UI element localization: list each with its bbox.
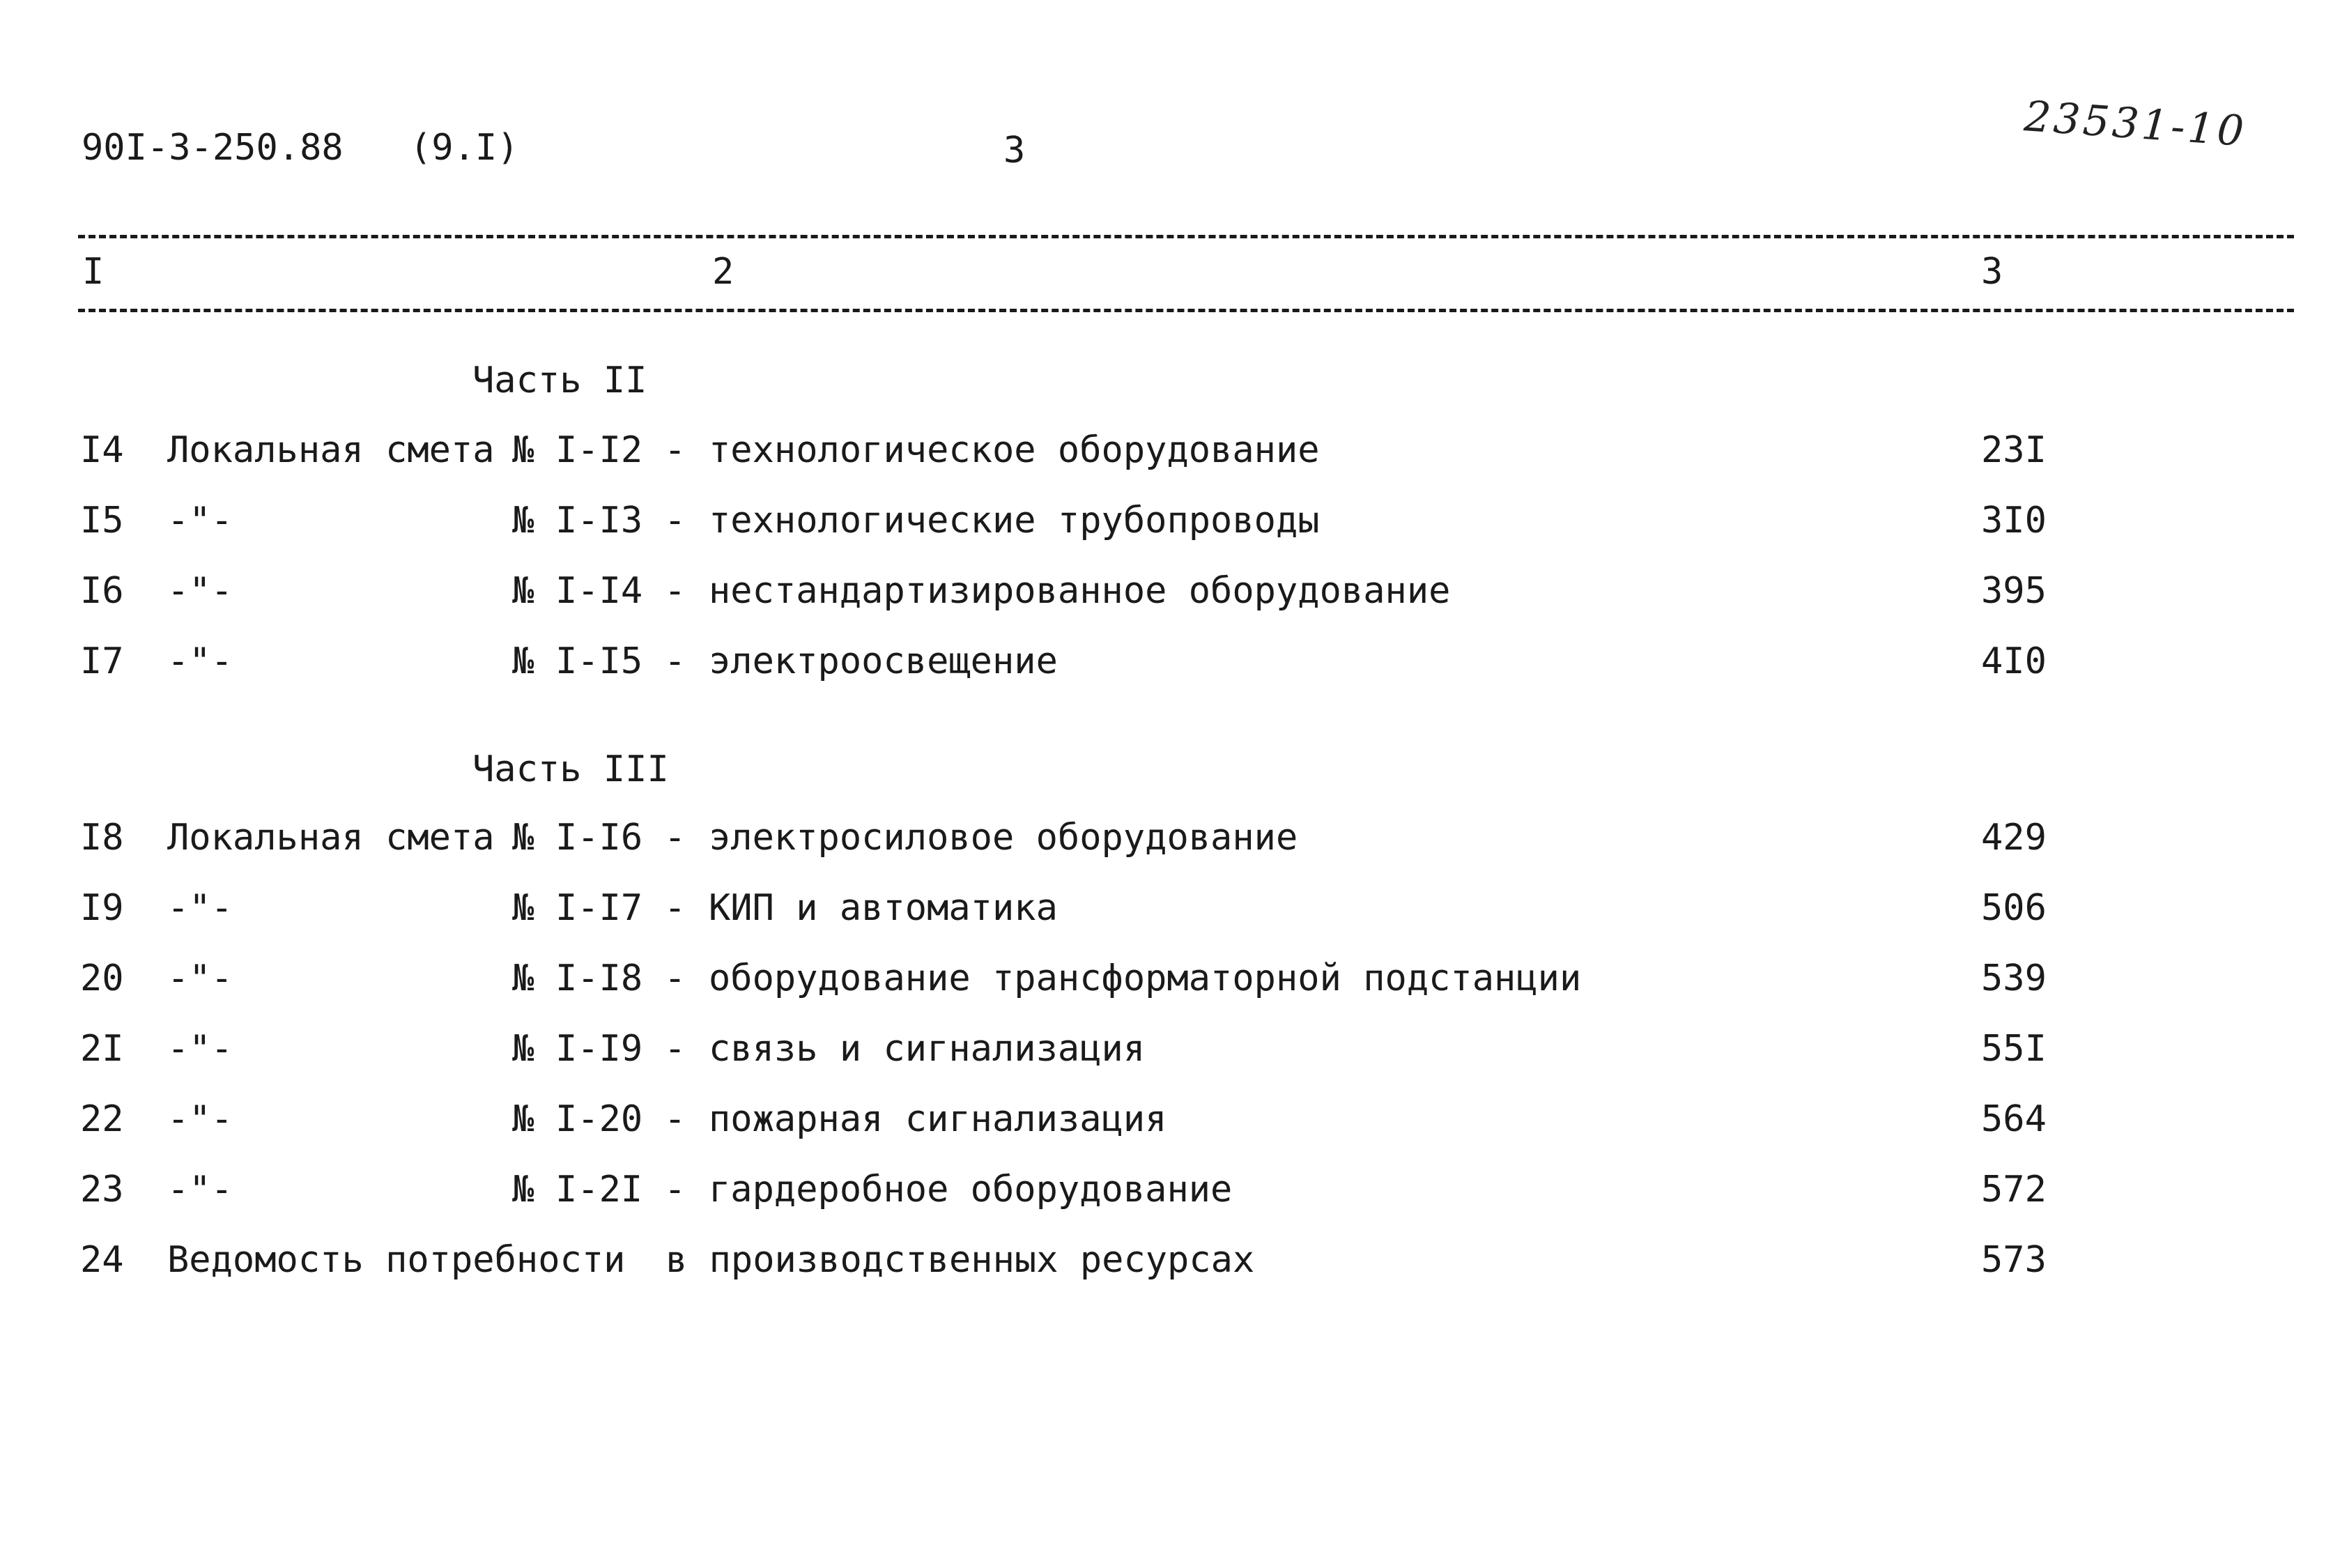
estimate-code: I-I6 [555,817,643,859]
number-sign: № [512,1028,534,1070]
row-number: I4 [80,429,124,471]
part-title: Часть II [472,360,647,401]
estimate-code: I-I8 [555,958,643,999]
dash-separator: - [664,817,686,859]
page-ref: 573 [1981,1239,2047,1281]
row-description: Ведомость потребности [167,1239,626,1281]
estimate-title: гардеробное оборудование [709,1169,1233,1210]
dash-separator: - [664,570,686,612]
handwritten-inventory-number: 23531-10 [2022,92,2249,157]
estimate-title: электросиловое оборудование [709,817,1298,859]
page-number: 3 [1003,130,1026,171]
section-number: (9.I) [410,127,519,169]
estimate-title: нестандартизированное оборудование [709,570,1451,612]
estimate-code: I-I5 [555,640,643,682]
row-number: I8 [80,817,124,859]
number-sign: № [512,817,534,859]
page-ref: 23I [1981,429,2047,471]
row-text: в производственных ресурсах [665,1239,1255,1281]
document-code: 90I-3-250.88 [82,127,344,169]
row-description: -"- [167,1098,233,1140]
dash-separator: - [664,1028,686,1070]
dash-separator: - [664,429,686,471]
number-sign: № [512,1169,534,1210]
row-description: -"- [167,570,233,612]
estimate-title: пожарная сигнализация [709,1098,1167,1140]
row-number: I9 [80,887,124,929]
page-ref: 572 [1981,1169,2047,1210]
dash-separator: - [664,640,686,682]
page-ref: 3I0 [1981,500,2047,541]
number-sign: № [512,1098,534,1140]
estimate-title: оборудование трансформаторной подстанции [709,958,1582,999]
page-ref: 429 [1981,817,2047,859]
row-description: -"- [167,1028,233,1070]
estimate-code: I-I4 [555,570,643,612]
row-description: Локальная смета [167,429,495,471]
row-number: 2I [80,1028,124,1070]
estimate-code: I-I9 [555,1028,643,1070]
estimate-code: I-20 [555,1098,643,1140]
divider-top [78,235,2294,238]
dash-separator: - [664,887,686,929]
dash-separator: - [664,1169,686,1210]
row-number: 24 [80,1239,124,1281]
page-ref: 55I [1981,1028,2047,1070]
number-sign: № [512,887,534,929]
estimate-title: технологическое оборудование [709,429,1320,471]
column-header-2: 2 [712,251,734,293]
page-ref: 506 [1981,887,2047,929]
row-number: 22 [80,1098,124,1140]
estimate-code: I-I3 [555,500,643,541]
estimate-code: I-I2 [555,429,643,471]
number-sign: № [512,958,534,999]
row-description: -"- [167,958,233,999]
estimate-code: I-I7 [555,887,643,929]
dash-separator: - [664,958,686,999]
page-ref: 395 [1981,570,2047,612]
row-description: Локальная смета [167,817,495,859]
row-description: -"- [167,887,233,929]
row-description: -"- [167,640,233,682]
column-header-3: 3 [1981,251,2003,293]
row-number: 23 [80,1169,124,1210]
row-description: -"- [167,1169,233,1210]
page-ref: 4I0 [1981,640,2047,682]
estimate-title: КИП и автоматика [709,887,1058,929]
number-sign: № [512,429,534,471]
part-title: Часть III [472,748,669,790]
column-header-1: I [82,251,105,293]
estimate-title: связь и сигнализация [709,1028,1146,1070]
row-number: I5 [80,500,124,541]
row-description: -"- [167,500,233,541]
estimate-title: технологические трубопроводы [709,500,1320,541]
row-number: 20 [80,958,124,999]
estimate-code: I-2I [555,1169,643,1210]
row-number: I7 [80,640,124,682]
dash-separator: - [664,1098,686,1140]
row-number: I6 [80,570,124,612]
estimate-title: электроосвещение [709,640,1058,682]
page-ref: 564 [1981,1098,2047,1140]
page-ref: 539 [1981,958,2047,999]
number-sign: № [512,570,534,612]
divider-bottom [78,309,2294,312]
dash-separator: - [664,500,686,541]
number-sign: № [512,500,534,541]
number-sign: № [512,640,534,682]
